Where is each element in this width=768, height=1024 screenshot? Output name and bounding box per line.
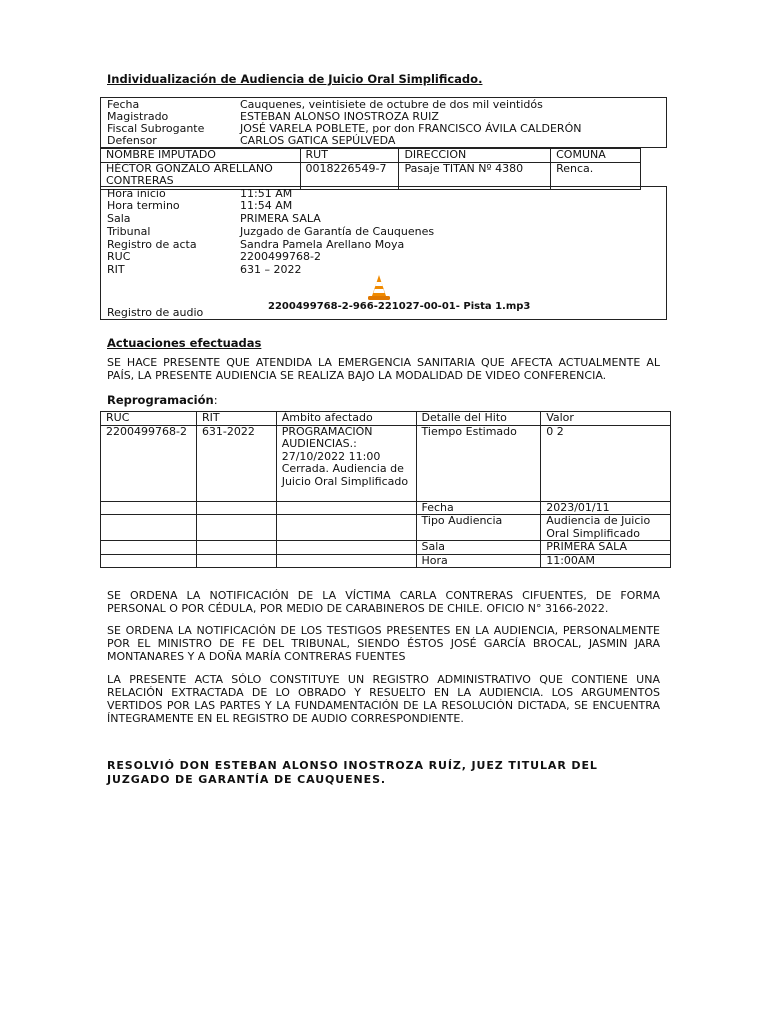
imputado-comuna: Renca. [551, 162, 641, 189]
audio-file-link[interactable]: 2200499768-2-966-221027-00-01- Pista 1.mp3 [268, 301, 531, 312]
imputado-nombre: HÉCTOR GONZALO ARELLANO CONTRERAS [101, 162, 301, 189]
registro-administrativo-paragraph: LA PRESENTE ACTA SÓLO CONSTITUYE UN REGISTRO ADMINISTRATIVO QUE CONTIENE UNA RELACIÓN EXTRACTADA DE LO OBRADO Y RESUELTO EN LA AUDIENCIA. LOS ARGUMENTOS VERTIDOS POR LAS PARTES Y LA FUNDAMENTACIÓN DE LA RESOLUCIÓN DICTADA, SE ENCUENTRA ÍNTEGRAMENTE EN EL REGISTRO DE AUDIO CORRESPONDIENTE. [107, 673, 660, 725]
imputado-col-direccion: DIRECCION [399, 149, 551, 163]
reprogramacion-header-row [101, 412, 671, 426]
imputado-col-comuna: COMUNA [551, 149, 641, 163]
imputado-data-row [101, 162, 641, 189]
col-ruc: RUC [101, 412, 197, 426]
vlc-cone-icon[interactable] [366, 274, 392, 302]
hito-detalle: Hora [416, 554, 541, 568]
notificacion-victima-paragraph: SE ORDENA LA NOTIFICACIÓN DE LA VÍCTIMA CARLA CONTRERAS CIFUENTES, DE FORMA PERSONAL O POR CÉDULA, POR MEDIO DE CARABINEROS DE CHILE. OFICIO N° 3166-2022. [107, 589, 660, 615]
hito-valor: 0 2 [541, 425, 671, 501]
table-row [101, 501, 671, 515]
imputado-header-row [101, 149, 641, 163]
audio-label: Registro de audio [107, 306, 204, 319]
hito-valor: 11:00AM [541, 554, 671, 568]
hito-valor: Audiencia de Juicio Oral Simplificado [541, 515, 671, 541]
notificacion-testigos-paragraph: SE ORDENA LA NOTIFICACIÓN DE LOS TESTIGOS PRESENTES EN LA AUDIENCIA, PERSONALMENTE POR EL MINISTRO DE FE DEL TRIBUNAL, SIENDO ÉSTOS JOSÉ GARCÍA BROCAL, JASMIN JARA MONTANARES Y A DOÑA MARÍA CONTRERAS FUENTES [107, 624, 660, 663]
imputado-rut: 0018226549-7 [300, 162, 399, 189]
table-row [101, 425, 671, 501]
hito-detalle: Sala [416, 541, 541, 555]
hito-detalle: Tiempo Estimado [416, 425, 541, 501]
hito-valor: PRIMERA SALA [541, 541, 671, 555]
imputado-col-nombre: NOMBRE IMPUTADO [101, 149, 301, 163]
hito-detalle: Fecha [416, 501, 541, 515]
reprog-rit: 631-2022 [196, 425, 276, 501]
col-detalle: Detalle del Hito [416, 412, 541, 426]
reprogramacion-heading: Reprogramación: [107, 393, 218, 407]
col-rit: RIT [196, 412, 276, 426]
imputado-table [100, 148, 641, 190]
resolucion-paragraph: RESOLVIÓ DON ESTEBAN ALONSO INOSTROZA RUÍZ, JUEZ TITULAR DEL JUZGADO DE GARANTÍA DE CAUQUENES. [107, 759, 598, 786]
imputado-col-rut: RUT [300, 149, 399, 163]
document-title: Individualización de Audiencia de Juicio Oral Simplificado. [107, 72, 483, 86]
table-row [101, 541, 671, 555]
actuaciones-text: SE HACE PRESENTE QUE ATENDIDA LA EMERGENCIA SANITARIA QUE AFECTA ACTUALMENTE AL PAÍS, LA PRESENTE AUDIENCIA SE REALIZA BAJO LA MODALIDAD DE VIDEO CONFERENCIA. [107, 356, 660, 382]
table-row [101, 554, 671, 568]
imputado-direccion: Pasaje TITAN Nº 4380 [399, 162, 551, 189]
col-valor: Valor [541, 412, 671, 426]
hito-valor: 2023/01/11 [541, 501, 671, 515]
audiencia-info-box: Hora inicio 11:51 AM Hora termino 11:54 AM Sala PRIMERA SALA Tribunal Juzgado de Garantía de Cauquenes Registro de acta Sandra Pamela Arellano Moya RUC 2200499768-2 RIT 631 – 2022 2200499768-2-966-221027-00-01- Pista 1.mp3 Registro de audio [100, 186, 667, 320]
reprogramacion-table [100, 411, 671, 568]
reprog-ambito: PROGRAMACIÓN AUDIENCIAS.: 27/10/2022 11:00 Cerrada. Audiencia de Juicio Oral Simplificado [276, 425, 416, 501]
reprog-ruc: 2200499768-2 [101, 425, 197, 501]
header-info-box: Fecha Cauquenes, veintisiete de octubre de dos mil veintidós Magistrado ESTEBAN ALONSO INOSTROZA RUIZ Fiscal Subrogante JOSÉ VARELA POBLETE, por don FRANCISCO ÁVILA CALDERÓN Defensor CARLOS GATICA SEPÚLVEDA [100, 97, 667, 148]
actuaciones-heading: Actuaciones efectuadas [107, 336, 262, 350]
hito-detalle: Tipo Audiencia [416, 515, 541, 541]
table-row [101, 515, 671, 541]
col-ambito: Ámbito afectado [276, 412, 416, 426]
